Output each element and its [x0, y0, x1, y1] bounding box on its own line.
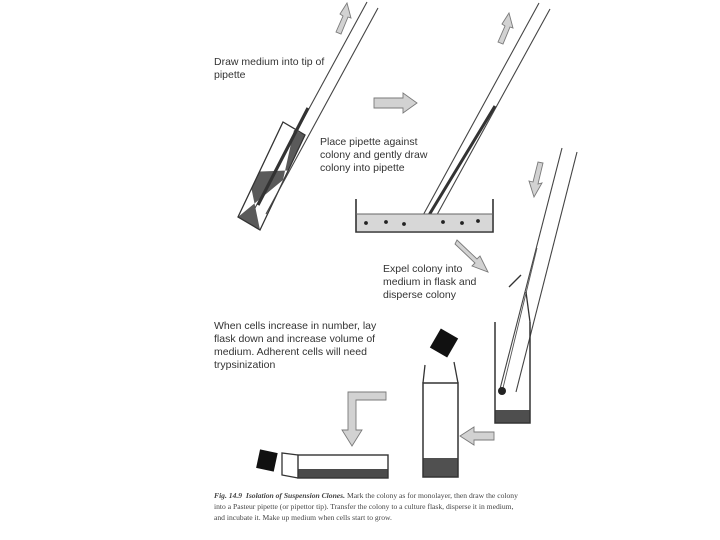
- culture-flask-growing: [423, 328, 458, 477]
- label-when-cells-increase: When cells increase in number, lay flask down and increase volume of medium. Adherent cells will need trypsinization: [214, 320, 377, 371]
- colony-drop: [498, 387, 506, 395]
- up-arrow-icon: [498, 13, 513, 44]
- colony: [384, 220, 388, 224]
- culture-dish: [356, 199, 493, 232]
- label-place-pipette: Place pipette against colony and gently draw colony into pipette: [320, 136, 428, 174]
- right-arrow-icon: [374, 93, 417, 113]
- culture-flask-flat: [256, 449, 388, 478]
- caption-fig-number: Fig. 14.9: [214, 491, 243, 500]
- flask-cap: [256, 449, 278, 471]
- colony: [476, 219, 480, 223]
- left-arrow-icon: [460, 427, 494, 445]
- label-draw-medium: Draw medium into tip of pipette: [214, 56, 325, 81]
- colony: [460, 221, 464, 225]
- caption-title: Isolation of Suspension Clones.: [245, 491, 346, 500]
- caption-line-1: Fig. 14.9 Isolation of Suspension Clones. Mark the colony as for monolayer, then draw the colony: [214, 491, 518, 500]
- figure-caption: [214, 490, 594, 523]
- up-arrow-icon: [336, 3, 351, 34]
- colony: [441, 220, 445, 224]
- colony: [364, 221, 368, 225]
- down-arrow-icon: [529, 162, 543, 197]
- elbow-arrow-icon: [342, 392, 386, 446]
- colony: [402, 222, 406, 226]
- caption-line-2: into a Pasteur pipette (or pipettor tip). Transfer the colony to a culture flask, disperse it in medium,: [214, 502, 514, 511]
- label-expel-colony: Expel colony into medium in flask and disperse colony: [383, 263, 477, 301]
- pipette-2: [421, 3, 550, 222]
- flask-cap: [430, 328, 458, 357]
- caption-line-3: and incubate it. Make up medium when cells start to grow.: [214, 513, 392, 522]
